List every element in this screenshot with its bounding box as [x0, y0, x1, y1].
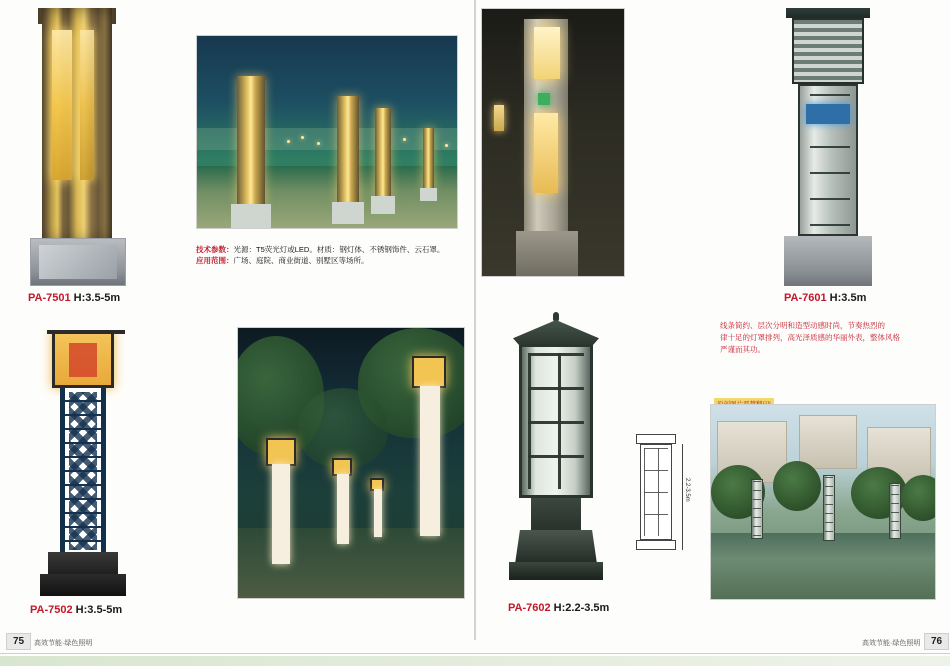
caption-pa-7501	[28, 292, 120, 304]
lantern-roof	[513, 320, 599, 346]
description-line-2: 律十足的灯罩排列，高光泽质感的华丽外表，整体风格	[720, 333, 900, 342]
caption-pa-7602	[508, 602, 609, 614]
page-spine	[474, 0, 476, 640]
drawing-body	[640, 444, 672, 540]
lamp-base	[332, 202, 364, 224]
lantern-head	[266, 438, 296, 466]
caption-pa-7601	[784, 292, 866, 304]
caption-height: H:3.5-5m	[75, 604, 123, 616]
lantern-head	[52, 330, 114, 388]
patterned-column-body	[60, 388, 106, 554]
footer-text-left: 高效节能·绿色照明	[34, 640, 93, 647]
lamp-base	[371, 196, 395, 214]
lamp-base	[420, 188, 437, 201]
lamp-column	[751, 479, 763, 539]
description-line-3: 严谨而其功。	[720, 345, 765, 354]
dimension-label: 2.2-3.5m	[684, 478, 690, 502]
side-wall-light	[494, 105, 504, 131]
distant-light	[301, 136, 304, 139]
application-label: 应用范围：	[196, 256, 234, 265]
column-foot	[509, 562, 603, 580]
drawing-roof	[636, 434, 676, 444]
distant-light	[445, 144, 448, 147]
tree	[773, 461, 821, 511]
technical-line-drawing	[628, 430, 698, 560]
tech-spec-line-2	[196, 255, 464, 266]
caption-pa-7502	[30, 604, 122, 616]
tech-spec-line-1	[196, 244, 464, 255]
lamp-column	[423, 128, 434, 190]
caption-height: H:2.2-3.5m	[553, 602, 610, 614]
product-image-pa-7502	[34, 330, 130, 598]
patterned-column	[337, 474, 349, 544]
page-number-left: 75	[6, 633, 31, 650]
lamp-column	[375, 108, 391, 198]
far-treeline	[197, 128, 457, 150]
patterned-column	[272, 464, 290, 564]
column-base	[515, 530, 597, 564]
page-number-right: 76	[924, 633, 949, 650]
lamp-column	[237, 76, 265, 206]
caption-code: PA-7501	[28, 292, 71, 304]
column-base	[784, 236, 872, 286]
scene-photo-waterside	[710, 404, 936, 600]
product-image-pa-7501	[30, 8, 126, 286]
footer-divider	[0, 653, 950, 654]
tree	[298, 388, 388, 468]
lamp-column	[823, 475, 835, 541]
patterned-column	[374, 489, 382, 537]
lamp-column	[889, 483, 901, 539]
caption-height: H:3.5m	[829, 292, 867, 304]
dimension-arrow	[682, 444, 683, 550]
column-plinth	[516, 231, 578, 277]
lantern-glow	[69, 343, 97, 377]
blue-accent-panel	[806, 104, 850, 124]
footer-text-right: 高效节能·绿色照明	[862, 640, 921, 647]
distant-light	[317, 142, 320, 145]
lantern-head	[519, 344, 593, 498]
tech-spec-block	[196, 244, 464, 266]
distant-light	[287, 140, 290, 143]
column-foot	[40, 574, 126, 596]
column-neck	[531, 498, 581, 534]
caption-code: PA-7502	[30, 604, 73, 616]
application-value: 广场、庭院、商业街道、别墅区等场所。	[233, 256, 369, 265]
lamp-column	[337, 96, 359, 204]
upper-light-panel	[534, 27, 560, 79]
light-panel-glow	[52, 30, 72, 180]
column-base	[30, 238, 126, 286]
louver-head	[792, 18, 864, 84]
light-panel-glow	[80, 30, 94, 180]
product-image-pa-7601	[780, 8, 876, 286]
caption-code: PA-7601	[784, 292, 827, 304]
tech-spec-label: 技术参数：	[196, 245, 234, 254]
lamp-base	[231, 204, 271, 229]
right-description-block	[720, 320, 940, 356]
green-accent-light	[538, 93, 550, 105]
patterned-column	[420, 386, 440, 536]
scene-photo-amber-column	[481, 8, 625, 277]
scene-photo-plaza-night	[196, 35, 458, 229]
tech-spec-value: 光源：T5荧光灯或LED。材质：钢灯体、不锈钢饰件、云石罩。	[233, 245, 445, 254]
scene-photo-street-night	[237, 327, 465, 599]
distant-light	[403, 138, 406, 141]
water-surface	[711, 533, 935, 599]
description-line-1: 线条简约、层次分明和造型动感时尚，节奏热烈的	[720, 321, 885, 330]
caption-height: H:3.5-5m	[73, 292, 121, 304]
caption-code: PA-7602	[508, 602, 551, 614]
column-base	[48, 552, 118, 576]
lower-light-panel	[534, 113, 558, 193]
building	[799, 415, 857, 469]
footer-green-band	[0, 656, 950, 666]
drawing-foot	[636, 540, 676, 550]
column-cap	[786, 8, 870, 18]
lantern-head	[412, 356, 446, 388]
product-image-pa-7602	[505, 312, 609, 594]
